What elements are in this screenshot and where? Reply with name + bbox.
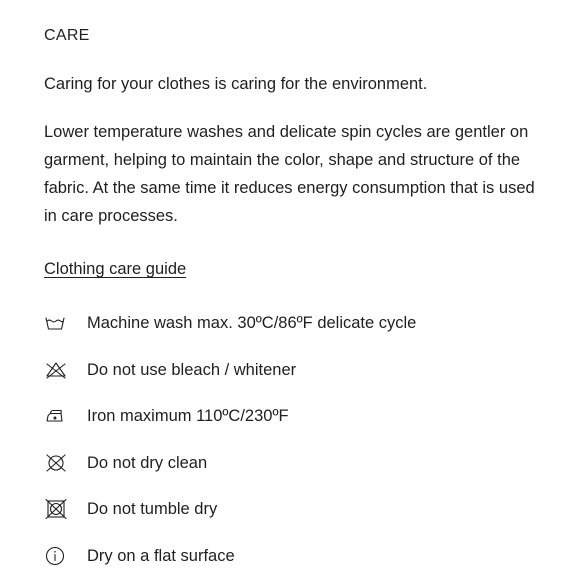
care-item-bleach [44, 347, 416, 394]
care-item-tumble-dry [44, 486, 416, 533]
care-description: Lower temperature washes and delicate spin cycles are gentler on garment, helping to maintain the color, shape and structure of the fabric. At the same time it reduces energy consumption that is used in care processes. [44, 123, 535, 225]
care-item-label: Do not dry clean [87, 453, 208, 472]
iron-icon [44, 403, 70, 429]
care-item-flat-dry [44, 533, 416, 580]
care-item-dry-clean [44, 440, 416, 487]
care-item-wash [44, 300, 416, 347]
wash-tub-icon [44, 310, 70, 336]
no-dry-clean-icon [44, 450, 70, 476]
no-bleach-icon [44, 357, 70, 383]
care-item-label: Machine wash max. 30ºC/86ºF delicate cycle [87, 314, 417, 333]
care-item-label: Iron maximum 110ºC/230ºF [87, 407, 289, 426]
care-item-label: Dry on a flat surface [87, 546, 235, 565]
care-item-label: Do not tumble dry [87, 500, 218, 519]
care-item-iron [44, 393, 416, 440]
no-tumble-dry-icon [44, 496, 70, 522]
care-item-label: Do not use bleach / whitener [87, 360, 297, 379]
info-icon [44, 543, 70, 569]
care-tagline: Caring for your clothes is caring for the environment. [44, 75, 428, 93]
care-instructions-list [44, 300, 416, 579]
care-heading: CARE [44, 27, 90, 44]
clothing-care-guide-link[interactable]: Clothing care guide [44, 260, 187, 278]
